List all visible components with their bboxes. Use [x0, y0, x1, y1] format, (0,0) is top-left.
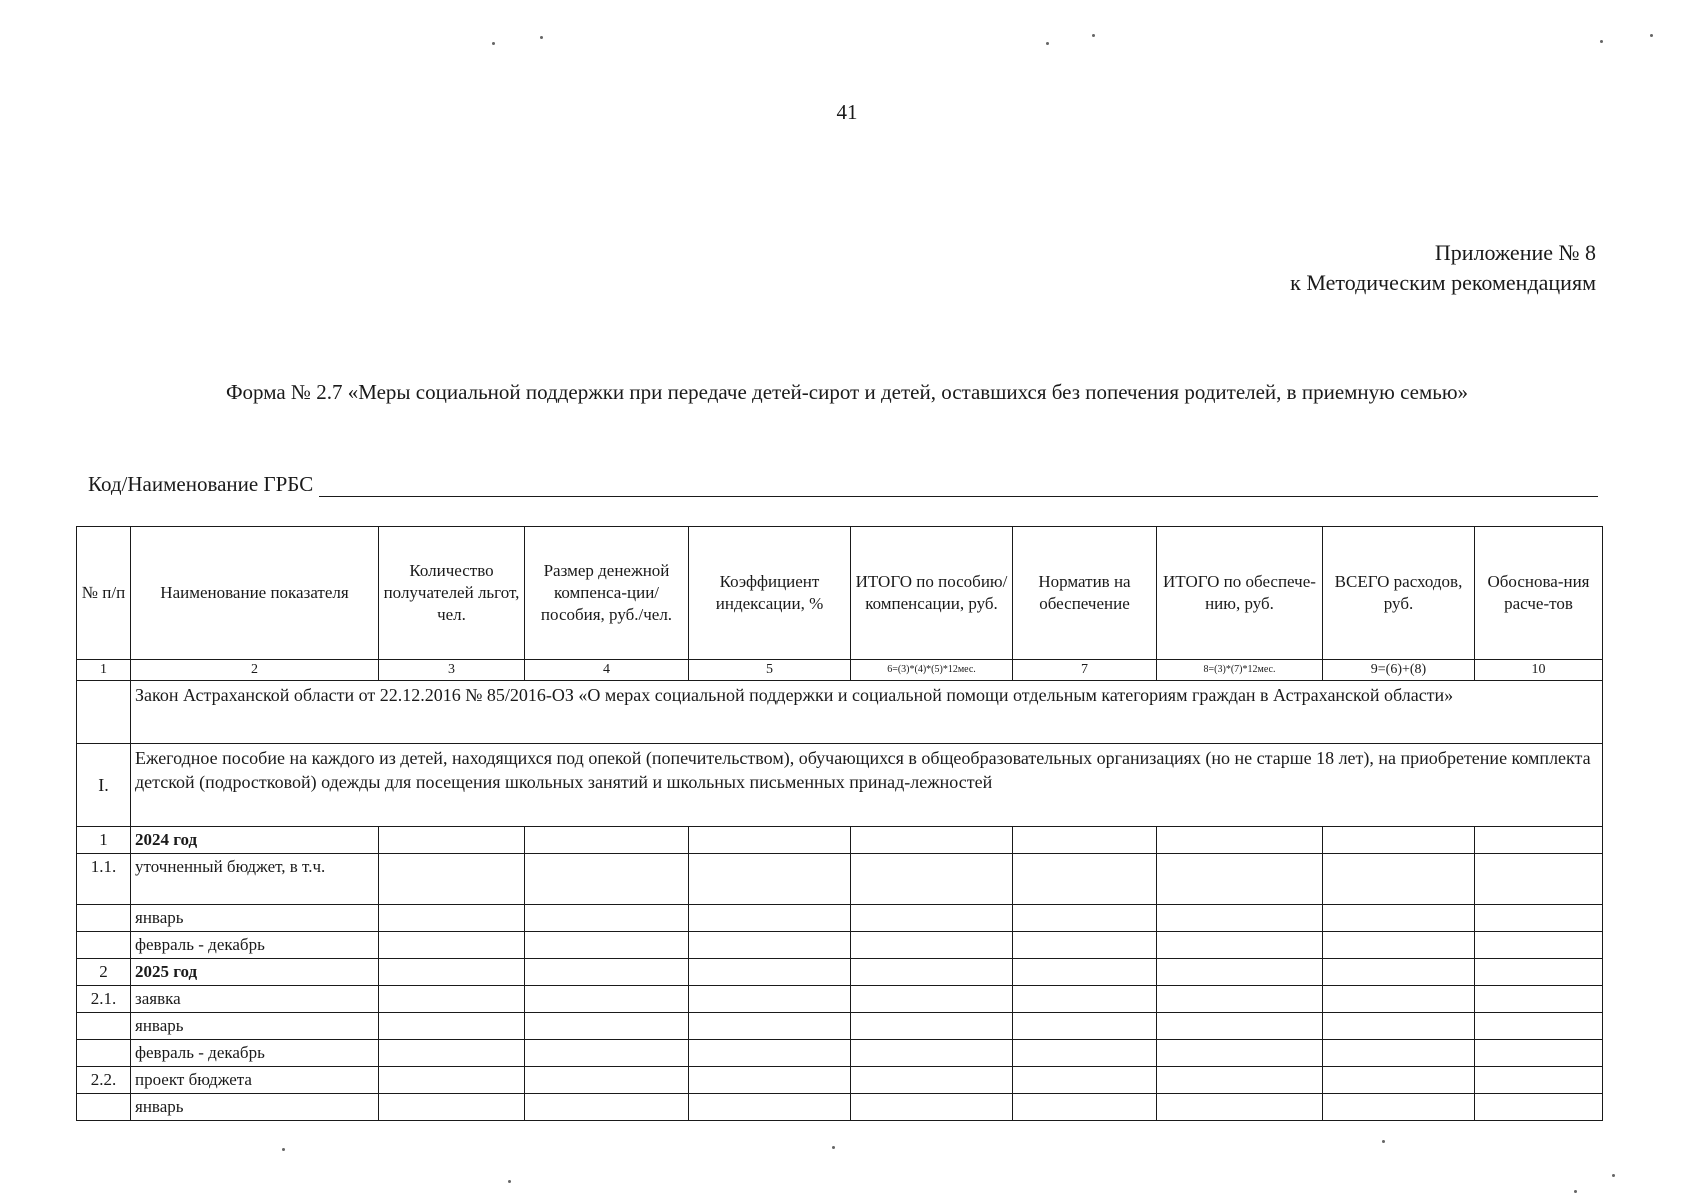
table-cell [689, 986, 851, 1013]
table-cell [525, 1013, 689, 1040]
table-cell [1323, 1013, 1475, 1040]
row-label: заявка [131, 986, 379, 1013]
table-cell [1157, 959, 1323, 986]
table-cell [1323, 905, 1475, 932]
row-num: 2.2. [77, 1067, 131, 1094]
table-cell [379, 932, 525, 959]
header-cell: ИТОГО по пособию/ компенсации, руб. [851, 527, 1013, 660]
table-cell [525, 959, 689, 986]
table-cell [379, 1067, 525, 1094]
table-cell [1475, 1067, 1603, 1094]
table-cell [851, 854, 1013, 905]
table-row [77, 1067, 1603, 1094]
table-row [77, 827, 1603, 854]
table-cell [525, 854, 689, 905]
header-cell: ВСЕГО расходов, руб. [1323, 527, 1475, 660]
row-num: 2.1. [77, 986, 131, 1013]
column-number: 3 [379, 660, 525, 681]
table-cell [1475, 827, 1603, 854]
table-cell [1157, 1040, 1323, 1067]
table-cell [1475, 959, 1603, 986]
table-cell [689, 827, 851, 854]
table-cell [1323, 986, 1475, 1013]
header-cell: Обоснова-ния расче-тов [1475, 527, 1603, 660]
table-cell [851, 932, 1013, 959]
law-text: Закон Астраханской области от 22.12.2016 № 85/2016-ОЗ «О мерах социальной поддержки и социальной помощи отдельным категориям граждан в Астраханской области» [131, 681, 1603, 744]
row-num [77, 1013, 131, 1040]
row-label: февраль - декабрь [131, 932, 379, 959]
header-row [77, 527, 1603, 660]
table-cell [689, 1040, 851, 1067]
form-table [76, 526, 1603, 1121]
row-num: 1.1. [77, 854, 131, 905]
row-num [77, 1040, 131, 1067]
column-number-row [77, 660, 1603, 681]
table-cell [851, 1013, 1013, 1040]
column-number: 4 [525, 660, 689, 681]
row-label: январь [131, 905, 379, 932]
table-cell [1013, 827, 1157, 854]
table-cell [525, 986, 689, 1013]
table-cell [1013, 959, 1157, 986]
row-num [77, 1094, 131, 1121]
table-row [77, 1094, 1603, 1121]
table-cell [1475, 1094, 1603, 1121]
grbs-field [88, 472, 1598, 497]
table-cell [689, 905, 851, 932]
table-cell [1323, 932, 1475, 959]
row-label: 2024 год [131, 827, 379, 854]
table-cell [851, 1067, 1013, 1094]
table-cell [689, 854, 851, 905]
table-cell [1013, 854, 1157, 905]
table-cell [1157, 1013, 1323, 1040]
column-number: 6=(3)*(4)*(5)*12мес. [851, 660, 1013, 681]
table-cell [379, 959, 525, 986]
table-cell [525, 1040, 689, 1067]
grbs-label: Код/Наименование ГРБС [88, 472, 314, 496]
table-cell [1013, 1013, 1157, 1040]
table-cell [525, 905, 689, 932]
appendix-line-2: к Методическим рекомендациям [1290, 270, 1596, 295]
table-cell [1013, 905, 1157, 932]
table-cell [851, 1094, 1013, 1121]
table-cell [689, 1067, 851, 1094]
section-text: Ежегодное пособие на каждого из детей, находящихся под опекой (попечительством), обучающихся в общеобразовательных организациях (но не старше 18 лет), на приобретение комплекта детской (подростковой) одежды для посещения школьных занятий и школьных письменных принад-лежностей [131, 744, 1603, 827]
table-cell [525, 1067, 689, 1094]
row-num: 1 [77, 827, 131, 854]
table-cell [1475, 1040, 1603, 1067]
table-cell [1323, 1094, 1475, 1121]
table-cell [1323, 827, 1475, 854]
form-title: Форма № 2.7 «Меры социальной поддержки при передаче детей-сирот и детей, оставшихся без попечения родителей, в приемную семью» [225, 380, 1469, 404]
table-cell [689, 932, 851, 959]
section-row [77, 744, 1603, 827]
table-cell [1157, 932, 1323, 959]
column-number: 5 [689, 660, 851, 681]
table-cell [1013, 986, 1157, 1013]
table-cell [1013, 1067, 1157, 1094]
table-cell [379, 827, 525, 854]
grbs-fill-line [319, 474, 1598, 497]
header-cell: Размер денежной компенса-ции/пособия, руб./чел. [525, 527, 689, 660]
table-row [77, 905, 1603, 932]
table-cell [379, 1040, 525, 1067]
table-cell [1157, 986, 1323, 1013]
section-num: I. [77, 744, 131, 827]
table-cell [1475, 986, 1603, 1013]
table-cell [1475, 905, 1603, 932]
table-cell [851, 986, 1013, 1013]
table-cell [1013, 1040, 1157, 1067]
row-num [77, 932, 131, 959]
header-cell: Коэффициент индексации, % [689, 527, 851, 660]
table-cell [689, 1013, 851, 1040]
table-cell [379, 1013, 525, 1040]
header-cell: № п/п [77, 527, 131, 660]
column-number: 2 [131, 660, 379, 681]
page-number: 41 [836, 100, 858, 124]
row-label: 2025 год [131, 959, 379, 986]
table-row [77, 959, 1603, 986]
header-cell: Норматив на обеспечение [1013, 527, 1157, 660]
header-cell: Наименование показателя [131, 527, 379, 660]
table-cell [1323, 854, 1475, 905]
table-cell [1157, 1094, 1323, 1121]
table-cell [379, 986, 525, 1013]
table-cell [689, 959, 851, 986]
column-number: 10 [1475, 660, 1603, 681]
table-cell [525, 1094, 689, 1121]
table-cell [1323, 959, 1475, 986]
table-row [77, 1013, 1603, 1040]
appendix-line-1: Приложение № 8 [1434, 240, 1596, 265]
row-label: январь [131, 1094, 379, 1121]
law-row [77, 681, 1603, 744]
row-label: январь [131, 1013, 379, 1040]
table-cell [1157, 1067, 1323, 1094]
column-number: 8=(3)*(7)*12мес. [1157, 660, 1323, 681]
table-cell [851, 905, 1013, 932]
table-cell [1157, 905, 1323, 932]
table-cell [1323, 1040, 1475, 1067]
table-cell [379, 1094, 525, 1121]
table-row [77, 986, 1603, 1013]
table-cell [1323, 1067, 1475, 1094]
header-cell: Количество получателей льгот, чел. [379, 527, 525, 660]
row-num [77, 905, 131, 932]
table-cell [1475, 1013, 1603, 1040]
table-cell [851, 959, 1013, 986]
header-cell: ИТОГО по обеспече-нию, руб. [1157, 527, 1323, 660]
table-cell [851, 827, 1013, 854]
table-cell [1013, 1094, 1157, 1121]
table-cell [689, 1094, 851, 1121]
row-label: февраль - декабрь [131, 1040, 379, 1067]
column-number: 1 [77, 660, 131, 681]
table-cell [525, 932, 689, 959]
table-cell [851, 1040, 1013, 1067]
row-label: проект бюджета [131, 1067, 379, 1094]
table-row [77, 932, 1603, 959]
table-cell [379, 854, 525, 905]
row-label: уточненный бюджет, в т.ч. [131, 854, 379, 905]
table-cell [1475, 932, 1603, 959]
column-number: 9=(6)+(8) [1323, 660, 1475, 681]
table-cell [525, 827, 689, 854]
table-cell [1475, 854, 1603, 905]
table-cell [379, 905, 525, 932]
appendix-caption [1290, 238, 1596, 298]
table-cell [1157, 827, 1323, 854]
law-num-cell [77, 681, 131, 744]
table-row [77, 1040, 1603, 1067]
table-cell [1157, 854, 1323, 905]
table-cell [1013, 932, 1157, 959]
table-row [77, 854, 1603, 905]
row-num: 2 [77, 959, 131, 986]
column-number: 7 [1013, 660, 1157, 681]
